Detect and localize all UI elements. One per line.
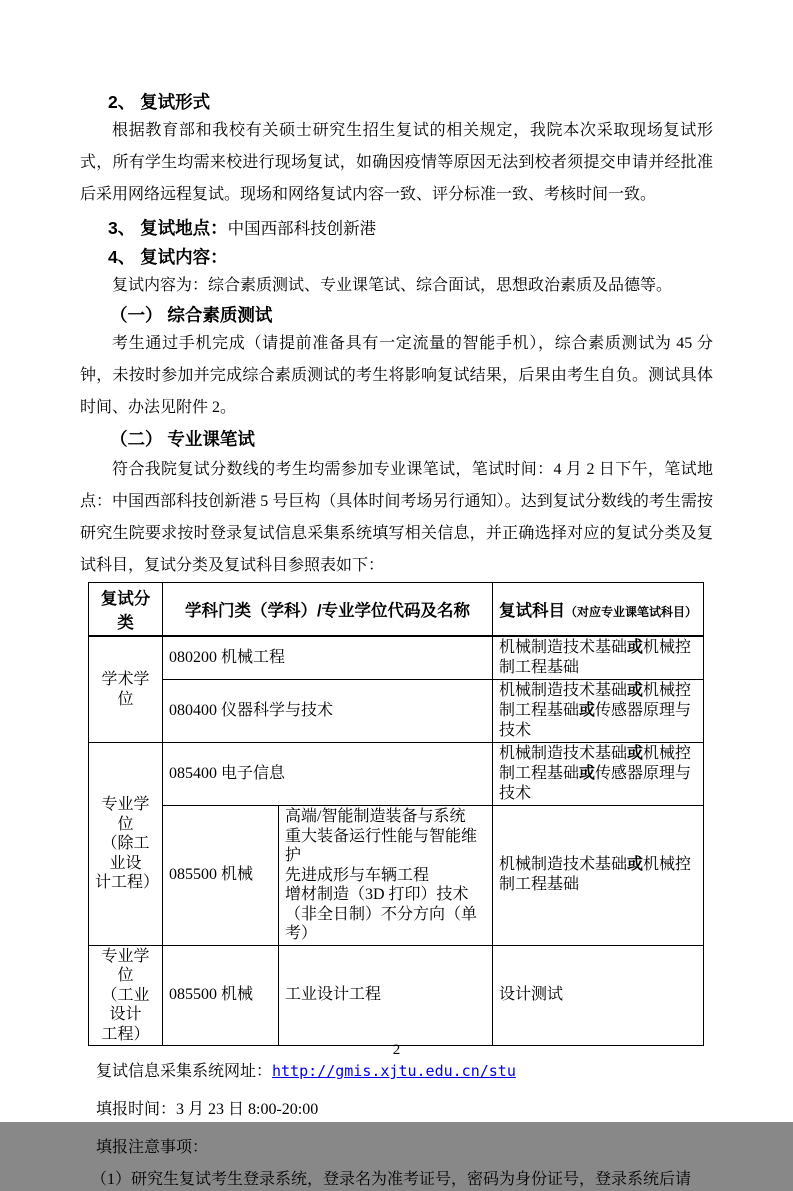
cell-code-085500: 085500 机械 (163, 806, 279, 946)
system-url-line (96, 1060, 713, 1083)
cell-code-085500-id: 085500 机械 (163, 945, 279, 1046)
paragraph-fushi-neirong: 复试内容为：综合素质测试、专业课笔试、综合面试，思想政治素质及品德等。 (112, 277, 673, 294)
heading-zhuanyeke-bishi: （二） 专业课笔试 (110, 429, 255, 449)
fushi-table-wrapper (88, 582, 713, 1046)
heading-fushi-neirong: 4、 复试内容： (108, 247, 228, 267)
cell-major-080400: 080400 仪器科学与技术 (163, 680, 493, 743)
th-fushi-kemu (493, 583, 704, 637)
heading-fushi-didian-label: 3、 复试地点： (108, 218, 228, 238)
cell-major-080200: 080200 机械工程 (163, 636, 493, 680)
cell-major-085400: 085400 电子信息 (163, 743, 493, 806)
table-header-row (89, 583, 704, 637)
fill-time-line: 填报时间：3 月 23 日 8:00-20:00 (96, 1101, 319, 1118)
heading-fushi-didian (108, 215, 713, 242)
paragraph-zhuanyeke-bishi: 符合我院复试分数线的考生均需参加专业课笔试，笔试时间：4 月 2 日下午，笔试地点：中国西部科技创新港 5 号巨构（具体时间考场另行通知）。达到复试分数线的考生需按研究生院要求按时登录复试信息采集系统填写相关信息，并正确选择对应的复试分类及复试科目，复试分类及复试科目参照表如下： (80, 461, 713, 574)
table-row-085500-jixie (89, 806, 704, 946)
table-row-080200 (89, 636, 704, 680)
cell-category-professional-id: 专业学位 （工业设计 工程） (89, 945, 163, 1046)
cell-subject-085500: 机械制造技术基础或机械控制工程基础 (493, 806, 704, 946)
table-row-085400 (89, 743, 704, 806)
cell-subject-design-test: 设计测试 (493, 945, 704, 1046)
system-url-link[interactable]: http://gmis.xjtu.edu.cn/stu (272, 1062, 516, 1080)
heading-fushi-didian-value: 中国西部科技创新港 (227, 219, 377, 238)
cell-category-professional-ex-id: 专业学位 （除工业设 计工程） (89, 743, 163, 946)
page-number: 2 (392, 1042, 401, 1058)
th-fushi-kemu-sub: （对应专业课笔试科目） (565, 605, 698, 619)
cell-category-academic: 学术学位 (89, 636, 163, 743)
note-1-line: （1）研究生复试考生登录系统，登录名为准考证号，密码为身份证号，登录系统后请 (91, 1171, 692, 1188)
th-xueke-menlei: 学科门类（学科）/专业学位代码及名称 (163, 583, 493, 637)
table-row-industrial-design (89, 945, 704, 1046)
paragraph-zonghe-suzhi: 考生通过手机完成（请提前准备具有一定流量的智能手机），综合素质测试为 45 分钟，未按时参加并完成综合素质测试的考生将影响复试结果，后果由考生自负。测试具体时间、办法见附件 2。 (80, 335, 713, 416)
cell-subject-085400: 机械制造技术基础或机械控制工程基础或传感器原理与技术 (493, 743, 704, 806)
table-row-080400 (89, 680, 704, 743)
cell-subject-080200: 机械制造技术基础或机械控制工程基础 (493, 636, 704, 680)
heading-fushi-xingshi: 2、 复试形式 (108, 92, 211, 112)
system-url-label: 复试信息采集系统网址： (96, 1063, 273, 1080)
cell-major-industrial-design: 工业设计工程 (279, 945, 493, 1046)
notes-title-line: 填报注意事项： (96, 1139, 209, 1156)
cell-directions-085500: 高端/智能制造装备与系统 重大装备运行性能与智能维护 先进成形与车辆工程 增材制造（3D 打印）技术 （非全日制）不分方向（单考） (279, 806, 493, 946)
cell-subject-080400: 机械制造技术基础或机械控制工程基础或传感器原理与技术 (493, 680, 704, 743)
heading-zonghe-suzhi-ceshi: （一） 综合素质测试 (110, 305, 273, 325)
paragraph-fushi-xingshi: 根据教育部和我校有关硕士研究生招生复试的相关规定，我院本次采取现场复试形式，所有学生均需来校进行现场复试，如确因疫情等原因无法到校者须提交申请并经批准后采用网络远程复试。现场和网络复试内容一致、评分标准一致、考核时间一致。 (80, 122, 713, 203)
fushi-category-table (88, 582, 704, 1046)
th-fushi-kemu-main: 复试科目 (499, 602, 565, 620)
th-fushi-fenlei: 复试分类 (89, 583, 163, 637)
